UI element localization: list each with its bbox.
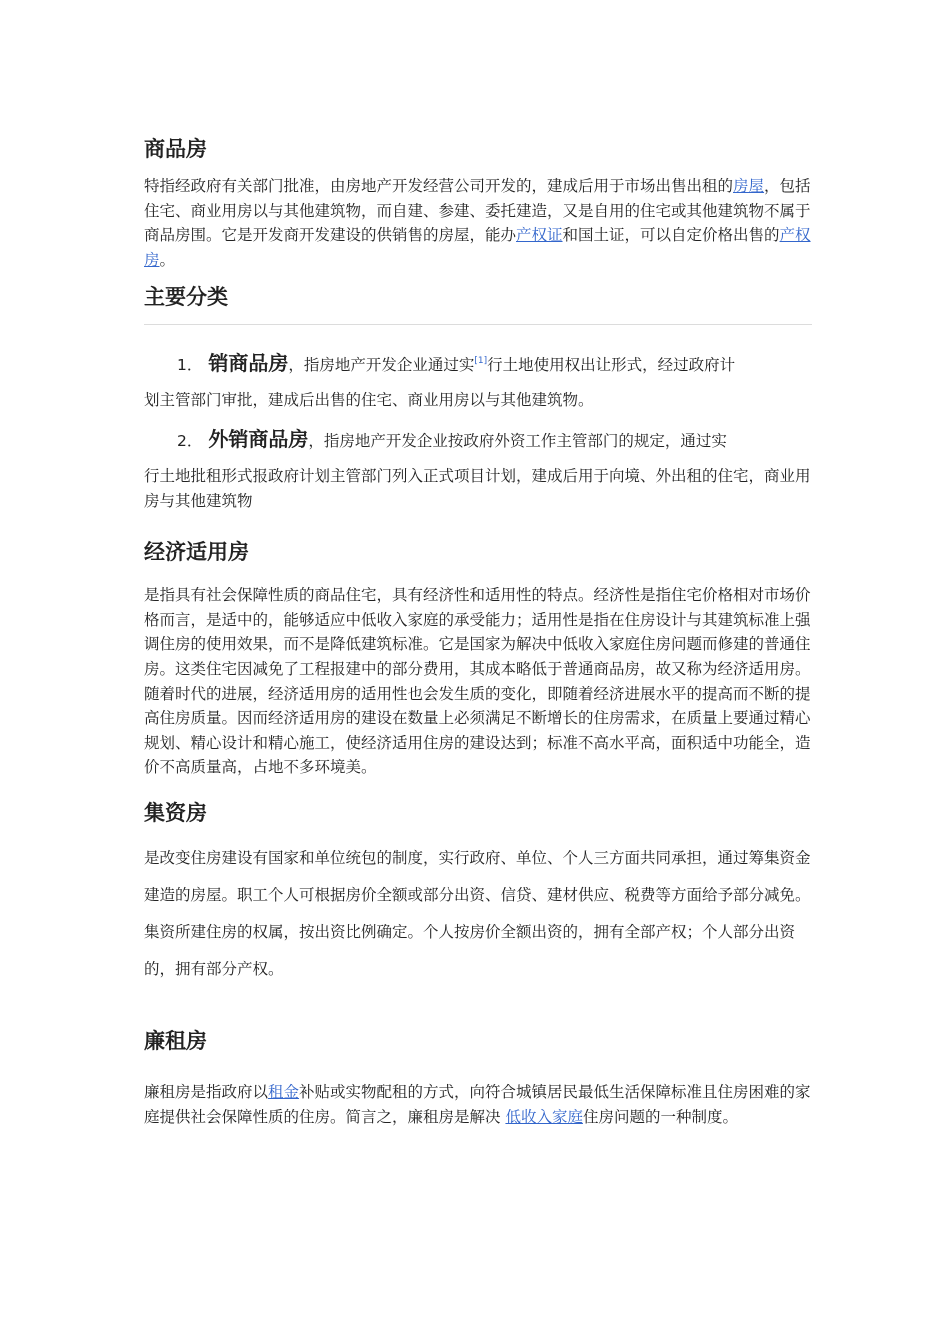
paragraph-commercial-housing bbox=[144, 174, 812, 272]
heading-classification: 主要分类 bbox=[144, 285, 228, 310]
section-divider bbox=[144, 324, 812, 325]
paragraph-low-rent-housing bbox=[144, 1080, 812, 1129]
text-segment: 和国土证，可以自定价格出售的 bbox=[562, 226, 780, 245]
text-segment: 特指经政府有关部门批准，由房地产开发经营公司开发的，建成后用于市场出售出租的 bbox=[144, 177, 734, 195]
list-number: 2． bbox=[177, 431, 203, 450]
section-affordable-housing bbox=[144, 537, 812, 780]
term-domestic-commercial: 销商品房 bbox=[208, 351, 289, 376]
text-segment: 住房问题的一种制度。 bbox=[582, 1107, 738, 1126]
heading-commercial-housing: 商品房 bbox=[144, 137, 207, 161]
heading-affordable-housing: 经济适用房 bbox=[144, 540, 249, 565]
link-house[interactable]: 房屋 bbox=[733, 177, 765, 195]
list-number: 1． bbox=[177, 356, 203, 375]
text-segment: 。 bbox=[159, 250, 176, 269]
text-segment: 行土地使用权出让形式，经过政府计 bbox=[487, 356, 736, 375]
list-item-export-line bbox=[144, 426, 812, 454]
list-item-domestic-continuation: 划主管部门审批，建成后出售的住宅、商业用房以与其他建筑物。 bbox=[144, 391, 594, 410]
text-segment: ，指房地产开发企业按政府外资工作主管部门的规定，通过实 bbox=[308, 431, 727, 450]
link-rent[interactable]: 租金 bbox=[268, 1082, 300, 1101]
reference-marker[interactable]: [1] bbox=[474, 356, 488, 367]
text-segment: 廉租房是指政府以 bbox=[144, 1082, 269, 1101]
paragraph-pooled-housing: 是改变住房建设有国家和单位统包的制度，实行政府、单位、个人三方面共同承担，通过筹集资金建造的房屋。职工个人可根据房价全额或部分出资、信贷、建材供应、税费等方面给予部分减免。集资所建住房的权属，按出资比例确定。个人按房价全额出资的，拥有全部产权；个人部分出资的，拥有部分产权。 bbox=[144, 848, 811, 978]
list-item-export-continuation: 行土地批租形式报政府计划主管部门列入正式项目计划，建成后用于向境、外出租的住宅，商业用房与其他建筑物 bbox=[144, 466, 811, 510]
section-classification bbox=[144, 282, 812, 513]
section-commercial-housing bbox=[144, 134, 812, 272]
section-low-rent-housing bbox=[144, 1026, 812, 1129]
link-property-certificate[interactable]: 产权证 bbox=[516, 226, 563, 245]
section-pooled-housing bbox=[144, 798, 812, 988]
article-content bbox=[144, 134, 812, 1129]
paragraph-affordable-housing: 是指具有社会保障性质的商品住宅，具有经济性和适用性的特点。经济性是指住宅价格相对市场价格而言，是适中的，能够适应中低收入家庭的承受能力；适用性是指在住房设计与其建筑标准上强调住房的使用效果，而不是降低建筑标准。它是国家为解决中低收入家庭住房问题而修建的普通住房。这类住宅因减免了工程报建中的部分费用，其成本略低于普通商品房，故又称为经济适用房。随着时代的进展，经济适用房的适用性也会发生质的变化，即随着经济进展水平的提高而不断的提高住房质量。因而经济适用房的建设在数量上必须满足不断增长的住房需求，在质量上要通过精心规划、精心设计和精心施工，使经济适用住房的建设达到；标准不高水平高，面积适中功能全，造价不高质量高，占地不多环境美。 bbox=[144, 586, 811, 777]
text-segment: ，包括住宅、商业用房以与其他建筑物，而自建、参建、委托建造，又是自用的住宅或其他建筑物不属于商品房围。它是开发商开发建设的供销售的房屋，能办 bbox=[144, 177, 811, 245]
heading-low-rent-housing: 廉租房 bbox=[144, 1028, 207, 1053]
link-property-house[interactable]: 产权房 bbox=[144, 226, 811, 269]
list-item-domestic-line bbox=[144, 350, 812, 378]
text-segment: 补贴或实物配租的方式，向符合城镇居民最低生活保障标准且住房困难的家庭提供社会保障性质的住房。简言之，廉租房是解决 bbox=[144, 1082, 811, 1126]
text-segment: ，指房地产开发企业通过实 bbox=[288, 356, 475, 375]
link-low-income-family[interactable]: 低收入家庭 bbox=[505, 1107, 583, 1126]
term-export-commercial: 外销商品房 bbox=[208, 426, 309, 451]
heading-pooled-housing: 集资房 bbox=[144, 800, 207, 825]
